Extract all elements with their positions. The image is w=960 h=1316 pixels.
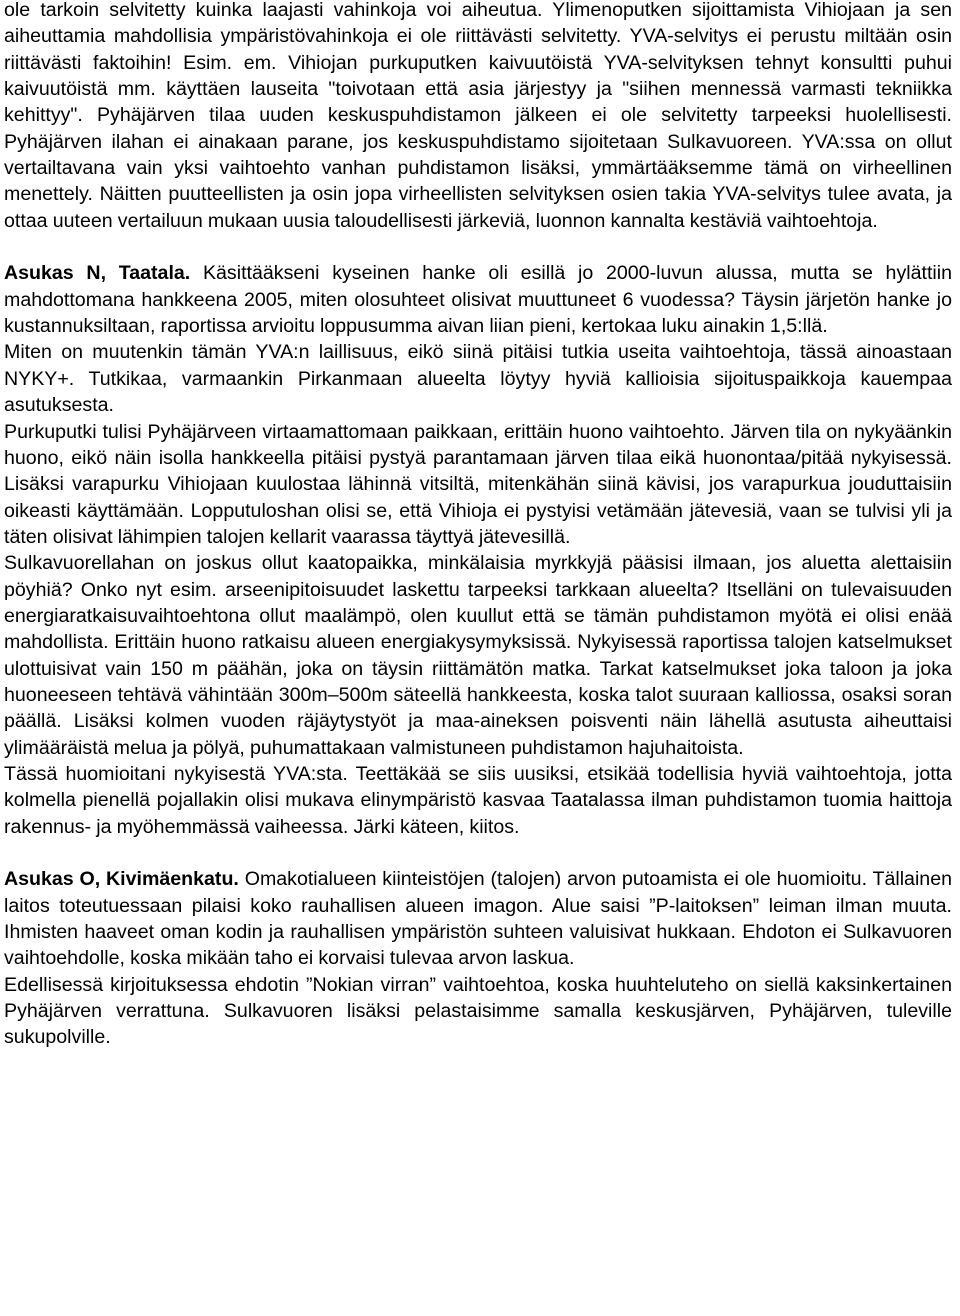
paragraph-gap — [4, 234, 952, 260]
section-n-paragraph-4: Sulkavuorellahan on joskus ollut kaatopaikka, minkälaisia myrkkyjä pääsisi ilmaan, jos aluetta alettaisiin pöyhiä? Onko nyt esim. arseenipitoisuudet laskettu tarpeeksi tarkkaan alueelta? Itselläni on tulevaisuuden energiaratkaisuvaihtoehtona ollut maalämpö, olen kuullut että se tämän puhdistamon myötä ei olisi enää mahdollista. Erittäin huono ratkaisu alueen energiakysymyksissä. Nykyisessä raportissa talojen katselmukset ulottuisivat vain 150 m päähän, joka on täysin riittämätön matka. Tarkat katselmukset joka taloon ja joka huoneeseen tehtävä vähintään 300m–500m säteellä hankkeesta, koska talot suuraan kalliossa, osaksi soran päällä. Lisäksi kolmen vuoden räjäytystyöt ja maa-aineksen poisventi näin lähellä asutusta aiheuttaisi ylimääräistä melua ja pölyä, puhumattakaan valmistuneen puhdistamon hajuhaitoista. — [4, 552, 952, 759]
section-n-paragraph-3: Purkuputki tulisi Pyhäjärveen virtaamattomaan paikkaan, erittäin huono vaihtoehto. Järven tila on nykyäänkin huono, eikö näin isolla hankkeella pitäisi pystyä parantamaan järven tilaa eikä huonontaa/pitää nykyisessä. Lisäksi varapurku Vihiojaan kuulostaa lähinnä vitsiltä, mitenkähän siinä kävisi, jos varapurkua jouduttaisiin oikeasti käyttämään. Lopputuloshan olisi se, että Vihioja ei pystyisi vetämään jätevesiä, vaan se tulvisi yli ja täten olisivat lähimpien talojen kellarit vaarassa täyttyä jätevesillä. — [4, 420, 952, 548]
paragraph-gap — [4, 840, 952, 866]
section-n-text-1: Käsittääkseni kyseinen hanke oli esillä jo 2000-luvun alussa, mutta se hylättiin mahdottomana hankkeena 2005, miten olosuhteet olisivat muuttuneet 6 vuodessa? Täysin järjetön hanke jo kustannuksiltaan, raportissa arvioitu loppusumma aivan liian pieni, kertokaa luku ainakin 1,5:llä. — [4, 262, 952, 338]
section-n-paragraph-1 — [4, 260, 952, 339]
section-n-paragraph-2: Miten on muutenkin tämän YVA:n laillisuus, eikö siinä pitäisi tutkia useita vaihtoehtoja, tässä ainoastaan NYKY+. Tutkikaa, varmaankin Pirkanmaan alueelta löytyy hyviä kallioisia sijoituspaikkoja kauempaa asutuksesta. — [4, 341, 952, 417]
intro-paragraph: ole tarkoin selvitetty kuinka laajasti vahinkoja voi aiheutua. Ylimenoputken sijoittamista Vihiojaan ja sen aiheuttamia mahdollisia ympäristövahinkoja ei ole riittävästi selvitetty. YVA-selvitys ei perustu miltään osin riittävästi faktoihin! Esim. em. Vihiojan purkuputken kaivuutöistä YVA-selvityksen tehnyt konsultti puhui kaivuutöistä mm. käyttäen lauseita "toivotaan että asia järjestyy ja "siihen mennessä varmasti tekniikka kehittyy". Pyhäjärven tilaa uuden keskuspuhdistamon jälkeen ei ole selvitetty tarpeeksi huolellisesti. Pyhäjärven ilahan ei ainakaan parane, jos keskuspuhdistamo sijoitetaan Sulkavuoreen. YVA:ssa on ollut vertailtavana vain yksi vaihtoehto vanhan puhdistamon lisäksi, ymmärtääksemme tämä on virheellinen menettely. Näitten puutteellisten ja osin jopa virheellisten selvityksen osien takia YVA-selvitys tulee avata, ja ottaa uuteen vertailuun mukaan uusia taloudellisesti järkeviä, luonnon kannalta kestäviä vaihtoehtoja. — [4, 0, 952, 232]
section-o-text-1: Omakotialueen kiinteistöjen (talojen) arvon putoamista ei ole huomioitu. Tällainen laitos toteutuessaan pilaisi koko rauhallisen alueen imagon. Alue saisi ”P-laitoksen” leiman ilman muuta. Ihmisten haaveet oman kodin ja rauhallisen ympäristön suhteen valuisivat hukkaan. Ehdoton ei Sulkavuoren vaihtoehdolle, koska mikään taho ei korvaisi tulevaa arvon laskua. — [4, 868, 952, 970]
section-n-heading: Asukas N, Taatala. — [4, 262, 191, 285]
section-o-heading: Asukas O, Kivimäenkatu. — [4, 868, 239, 891]
section-o-paragraph-2: Edellisessä kirjoituksessa ehdotin ”Nokian virran” vaihtoehtoa, koska huuhteluteho on siellä kaksinkertainen Pyhäjärven verrattuna. Sulkavuoren lisäksi pelastaisimme samalla keskusjärven, Pyhäjärven, tuleville sukupolville. — [4, 973, 952, 1049]
section-n-paragraph-5: Tässä huomioitani nykyisestä YVA:sta. Teettäkää se siis uusiksi, etsikää todellisia hyviä vaihtoehtoja, jotta kolmella pienellä pojallakin olisi mukava elinympäristö kasvaa Taatalassa ilman puhdistamon tuomia haittoja rakennus- ja myöhemmässä vaiheessa. Järki käteen, kiitos. — [4, 762, 952, 838]
section-o-paragraph-1 — [4, 866, 952, 971]
document-page — [4, 0, 952, 1051]
